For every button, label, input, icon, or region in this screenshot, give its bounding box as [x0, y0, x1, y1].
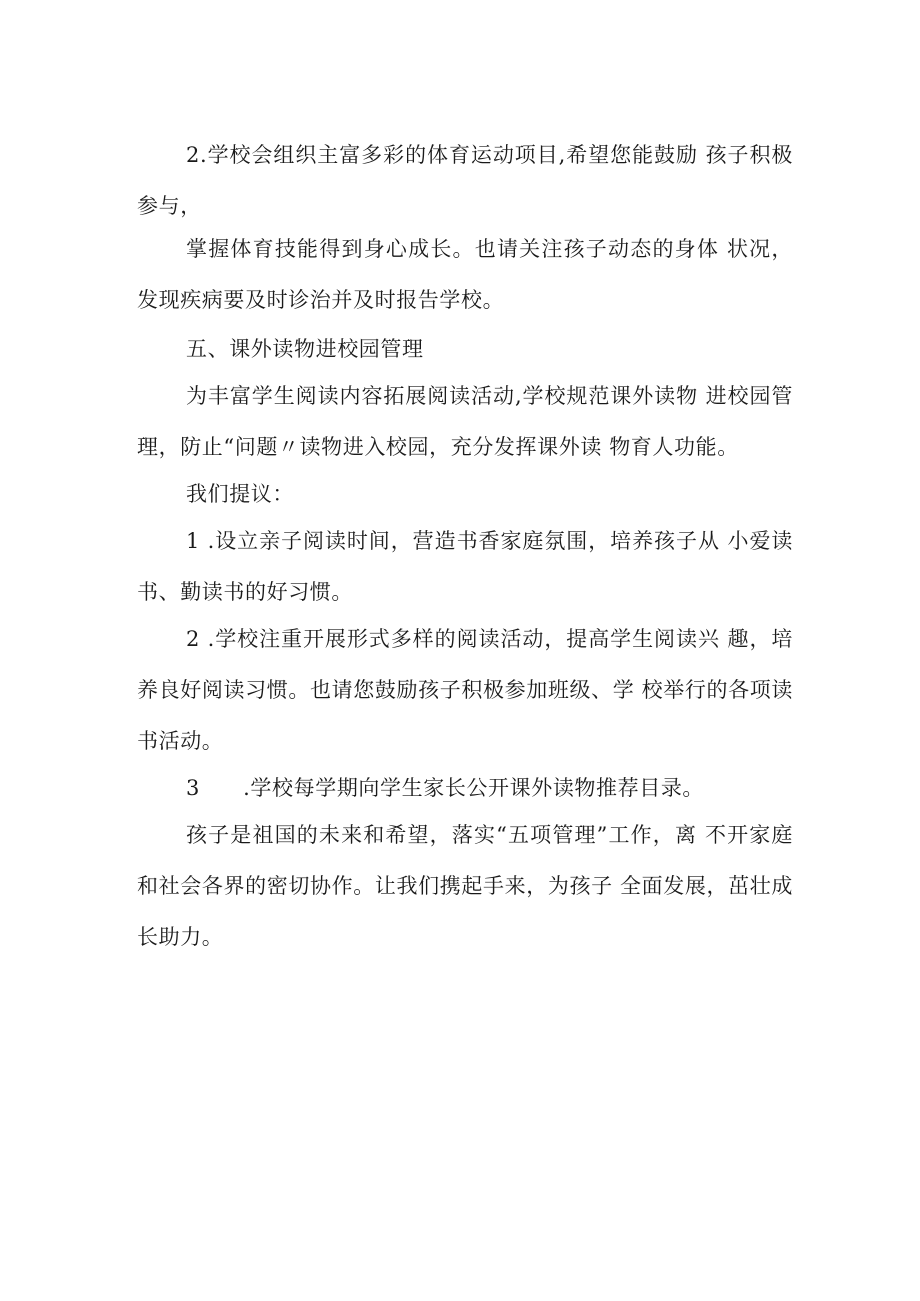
paragraph-closing: 孩子是祖国的未来和希望，落实“五项管理”工作，离 不开家庭和社会各界的密切协作。让我们携起手来，为孩子 全面发展，茁壮成长助力。: [137, 823, 793, 949]
paragraph-our-proposals: 我们提议：: [186, 482, 294, 506]
section-heading-reading-management: 五、课外读物进校园管理: [186, 337, 424, 361]
proposal-item-3: 3 .学校每学期向学生家长公开课外读物推荐目录。: [186, 776, 705, 800]
paragraph-physical-health: 掌握体育技能得到身心成长。也请关注孩子动态的身体 状况，发现疾病要及时诊治并及时报告学校。: [137, 237, 793, 312]
document-page: [137, 130, 793, 959]
proposal-item-2: 2 .学校注重开展形式多样的阅读活动，提高学生阅读兴 趣，培养良好阅读习惯。也请您鼓励孩子积极参加班级、学 校举行的各项读书活动。: [137, 627, 793, 753]
paragraph-sports-activities: 2.学校会组织主富多彩的体育运动项目,希望您能鼓励 孩子积极参与，: [137, 143, 793, 218]
paragraph-reading-management-intro: 为丰富学生阅读内容拓展阅读活动,学校规范课外读物 进校园管理，防止“问题〃读物进入校园，充分发挥课外读 物育人功能。: [137, 384, 793, 459]
proposal-item-1: 1 .设立亲子阅读时间，营造书香家庭氛围，培养孩子从 小爱读书、勤读书的好习惯。: [137, 529, 793, 604]
